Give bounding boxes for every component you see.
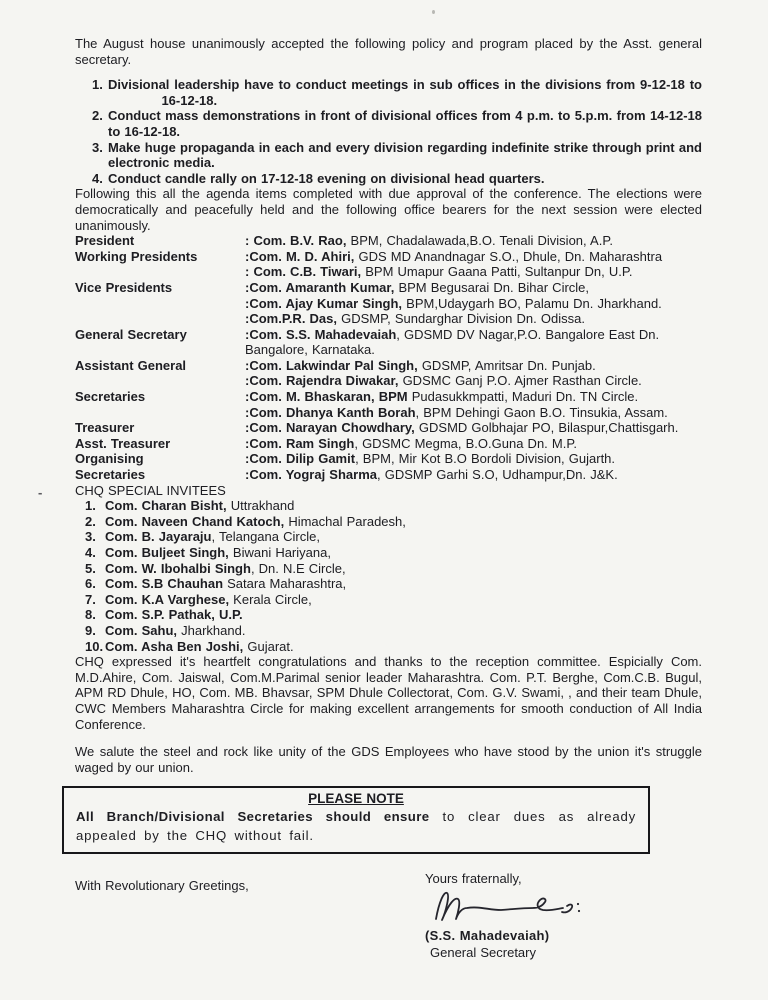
invitee-row: [75, 639, 702, 655]
invitee-text: [105, 498, 702, 514]
officer-row: [75, 405, 702, 421]
invitee-row: [75, 623, 702, 639]
officer-row: [75, 280, 702, 296]
invitee-detail: Uttrakhand: [226, 498, 295, 514]
officer-value: [245, 264, 702, 280]
salute-paragraph: We salute the steel and rock like unity of the GDS Employees who have stood by the union it's struggle waged by our union.: [75, 744, 702, 775]
spacer: [75, 732, 702, 744]
officer-name: :Com. Dhanya Kanth Borah: [245, 404, 416, 420]
invitee-detail: Biwani Hariyana,: [228, 545, 331, 560]
invitee-number: 1.: [85, 498, 96, 514]
invitee-number: 5.: [85, 560, 96, 576]
invitee-text: [105, 561, 702, 577]
officer-value: [245, 451, 702, 467]
note-title: PLEASE NOTE: [308, 791, 404, 807]
officer-value: [245, 296, 702, 312]
agenda-item: [75, 140, 702, 171]
officer-role-label: [75, 311, 245, 327]
officer-name: :Com. M. Bhaskaran, BPM: [245, 389, 408, 405]
invitee-number: 3.: [85, 529, 96, 545]
officer-row: [75, 389, 702, 405]
officer-name: :Com. Lakwindar Pal Singh,: [245, 357, 418, 373]
salutation: Yours fraternally,: [425, 871, 522, 887]
officer-detail: Pudasukkmpatti, Maduri Dn. TN Circle.: [407, 389, 639, 405]
officer-row: [75, 358, 702, 374]
invitee-row: [75, 592, 702, 608]
officer-value: [245, 327, 702, 358]
invitee-text: [105, 592, 702, 608]
spacer: [75, 67, 702, 77]
officer-role-label: [75, 373, 245, 389]
officer-detail: GDSMD Golbhajar PO, Bilaspur,Chattisgarh.: [414, 420, 679, 436]
officer-value: [245, 358, 702, 374]
officer-name: :Com. Amaranth Kumar,: [245, 279, 395, 295]
note-regular-text: to clear dues as already appealed by the CHQ without fail.: [76, 809, 636, 844]
officer-row: [75, 296, 702, 312]
officer-name: :Com. M. D. Ahiri,: [245, 248, 355, 264]
invitee-name: Com. Buljeet Singh,: [105, 545, 229, 560]
officer-role-label: [75, 296, 245, 312]
officer-name: :Com. Ajay Kumar Singh,: [245, 295, 403, 311]
officer-row: [75, 233, 702, 249]
agenda-list: [75, 77, 702, 186]
invitee-number: 4.: [85, 545, 96, 560]
officer-name: :Com. Rajendra Diwakar,: [245, 373, 399, 389]
officer-value: [245, 280, 702, 296]
agenda-item-number: 1.: [92, 77, 103, 93]
officer-role-label: Organising: [75, 451, 144, 467]
agenda-item-number: 3.: [92, 139, 103, 155]
agenda-item: [75, 108, 702, 139]
officer-name: :Com. Yograj Sharma: [245, 467, 377, 483]
invitee-name: Com. W. Ibohalbi Singh: [105, 560, 251, 576]
scan-speck: [432, 10, 435, 14]
invitee-detail: Jharkhand.: [177, 622, 246, 638]
agenda-item-text: Divisional leadership have to conduct meetings in sub offices in the divisions from 9-12-18 to 16-12-18.: [108, 77, 702, 108]
officer-name: :Com. Ram Singh: [245, 435, 355, 451]
officer-name: : Com. C.B. Tiwari,: [245, 264, 362, 280]
invitee-name: Com. Naveen Chand Katoch,: [105, 513, 285, 529]
officer-value: [245, 405, 702, 421]
closing-section: [75, 870, 702, 1000]
officer-role-label: [75, 405, 245, 421]
invitee-row: [75, 576, 702, 592]
officer-value: [245, 420, 702, 436]
invitee-text: [105, 529, 702, 545]
invitee-name: Com. S.B Chauhan: [105, 576, 224, 592]
congratulations-paragraph: CHQ expressed it's heartfelt congratulations and thanks to the reception committee. Espicially Com. M.D.Ahire, Com. Jaiswal, Com.M.Parimal senior leader Maharashtra. Com. P.T. Berghe, Com.C.B. Bugul, APM RD Dhule, HO, Com. MB. Bhavsar, SPM Dhule Collectorat, Com. G.V. Swami, , and their team Dhule, CWC Members Maharashtra Circle for making excellent arrangements for smooth conduction of All India Conference.: [75, 654, 702, 732]
elections-paragraph: Following this all the agenda items completed with due approval of the conference. The elections were democratically and peacefully held and the following office bearers for the next session were elected unanimously.: [75, 186, 702, 233]
please-note-box: [62, 786, 650, 854]
invitee-number: 2.: [85, 513, 96, 529]
agenda-item: [75, 77, 702, 108]
invitee-text: [105, 514, 702, 530]
officer-value: [245, 467, 702, 483]
officer-name: :Com. S.S. Mahadevaiah: [245, 326, 397, 342]
officer-detail: BPM,Udaygarh BO, Palamu Dn. Jharkhand.: [402, 295, 662, 311]
officer-detail: GDSMP, Sundarghar Division Dn. Odissa.: [337, 311, 585, 327]
invitee-text: [105, 607, 702, 623]
officer-detail: GDSMC Ganj P.O. Ajmer Rasthan Circle.: [398, 373, 642, 389]
officer-detail: , GDSMP Garhi S.O, Udhampur,Dn. J&K.: [377, 467, 618, 483]
invitee-row: [75, 514, 702, 530]
agenda-item-text: Make huge propaganda in each and every division regarding indefinite strike through print and electronic media.: [108, 139, 702, 171]
officer-role-label: Asst. Treasurer: [75, 435, 171, 451]
officer-row: [75, 264, 702, 280]
invitee-text: [105, 545, 702, 561]
invitee-detail: Himachal Paradesh,: [284, 513, 406, 529]
officer-row: [75, 311, 702, 327]
officer-detail: GDS MD Anandnagar S.O., Dhule, Dn. Maharashtra: [354, 248, 663, 264]
officer-row: [75, 467, 702, 483]
invitee-detail: , Dn. N.E Circle,: [250, 560, 346, 576]
officer-detail: BPM Umapur Gaana Patti, Sultanpur Dn, U.P.: [361, 264, 633, 280]
office-bearers-list: [75, 233, 702, 483]
officer-detail: GDSMP, Amritsar Dn. Punjab.: [417, 357, 596, 373]
agenda-item-number: 4.: [92, 170, 103, 186]
invitee-detail: Gujarat.: [243, 638, 294, 654]
officer-role-label: Vice Presidents: [75, 279, 173, 295]
invitee-text: [105, 576, 702, 592]
officer-value: [245, 311, 702, 327]
invitee-row: [75, 529, 702, 545]
greeting-left: With Revolutionary Greetings,: [75, 878, 249, 894]
signature-block: [425, 870, 589, 961]
officer-name: :Com. Dilip Gamit: [245, 451, 356, 467]
invitee-name: Com. B. Jayaraju: [105, 529, 212, 545]
officer-role-label: General Secretary: [75, 326, 187, 342]
officer-name: : Com. B.V. Rao,: [245, 233, 347, 249]
signer-name: (S.S. Mahadevaiah): [425, 928, 550, 944]
note-bold-text: All Branch/Divisional Secretaries should ensure: [76, 809, 430, 825]
invitee-number: 10.: [85, 638, 104, 654]
officer-detail: BPM, Chadalawada,B.O. Tenali Division, A.P.: [346, 233, 613, 249]
invitee-row: [75, 498, 702, 514]
invitee-row: [75, 561, 702, 577]
officer-name: :Com.P.R. Das,: [245, 311, 338, 327]
officer-row: [75, 249, 702, 265]
officer-value: [245, 233, 702, 249]
invitee-name: Com. S.P. Pathak, U.P.: [105, 607, 243, 623]
officer-value: [245, 373, 702, 389]
officer-role-label: Working Presidents: [75, 248, 198, 264]
invitee-name: Com. Asha Ben Joshi,: [105, 638, 244, 654]
signer-title: General Secretary: [430, 945, 536, 961]
invitee-name: Com. Sahu,: [105, 622, 178, 638]
invitee-text: [105, 623, 702, 639]
invitee-detail: , Telangana Circle,: [211, 529, 320, 545]
invitee-number: 7.: [85, 591, 96, 607]
officer-row: [75, 451, 702, 467]
officer-role-label: [75, 264, 245, 280]
invitee-number: 6.: [85, 576, 96, 592]
invitee-name: Com. Charan Bisht,: [105, 498, 227, 514]
officer-value: [245, 436, 702, 452]
invitee-number: 9.: [85, 622, 96, 638]
invitee-detail: Satara Maharashtra,: [223, 576, 347, 592]
invitee-row: [75, 607, 702, 623]
officer-value: [245, 249, 702, 265]
officer-row: [75, 436, 702, 452]
officer-row: [75, 420, 702, 436]
officer-detail: BPM Begusarai Dn. Bihar Circle,: [394, 279, 590, 295]
officer-role-label: Assistant General: [75, 357, 187, 373]
officer-row: [75, 373, 702, 389]
officer-role-label: Secretaries: [75, 389, 146, 405]
officer-role-label: President: [75, 233, 135, 249]
agenda-item-text: Conduct mass demonstrations in front of divisional offices from 4 p.m. to 5.p.m. from 14-12-18 to 16-12-18.: [108, 108, 702, 139]
invitee-text: [105, 639, 702, 655]
intro-paragraph: The August house unanimously accepted the following policy and program placed by the Asst. general secretary.: [75, 36, 702, 67]
invitee-number: 8.: [85, 607, 96, 623]
officer-role-label: Treasurer: [75, 420, 135, 436]
note-body: [76, 807, 636, 845]
invitees-list: [75, 498, 702, 654]
note-title-row: [76, 790, 636, 807]
margin-dash-mark: -: [38, 485, 43, 500]
officer-detail: , GDSMD DV Nagar,P.O. Bangalore East Dn. Bangalore, Karnataka.: [245, 326, 660, 358]
officer-row: [75, 327, 702, 358]
officer-detail: , BPM Dehingi Gaon B.O. Tinsukia, Assam.: [415, 404, 668, 420]
agenda-item: [75, 171, 702, 187]
officer-role-label: Secretaries: [75, 467, 146, 483]
invitee-row: [75, 545, 702, 561]
agenda-item-number: 2.: [92, 108, 103, 124]
signature-scribble: [429, 887, 589, 927]
officer-detail: , BPM, Mir Kot B.O Bordoli Division, Gujarth.: [355, 451, 616, 467]
officer-detail: , GDSMC Megma, B.O.Guna Dn. M.P.: [354, 435, 577, 451]
officer-value: [245, 389, 702, 405]
invitee-detail: Kerala Circle,: [229, 591, 312, 607]
officer-name: :Com. Narayan Chowdhary,: [245, 420, 415, 436]
agenda-item-text: Conduct candle rally on 17-12-18 evening on divisional head quarters.: [108, 170, 545, 186]
chq-invitees-heading: CHQ SPECIAL INVITEES: [75, 482, 226, 498]
invitee-name: Com. K.A Varghese,: [105, 591, 230, 607]
